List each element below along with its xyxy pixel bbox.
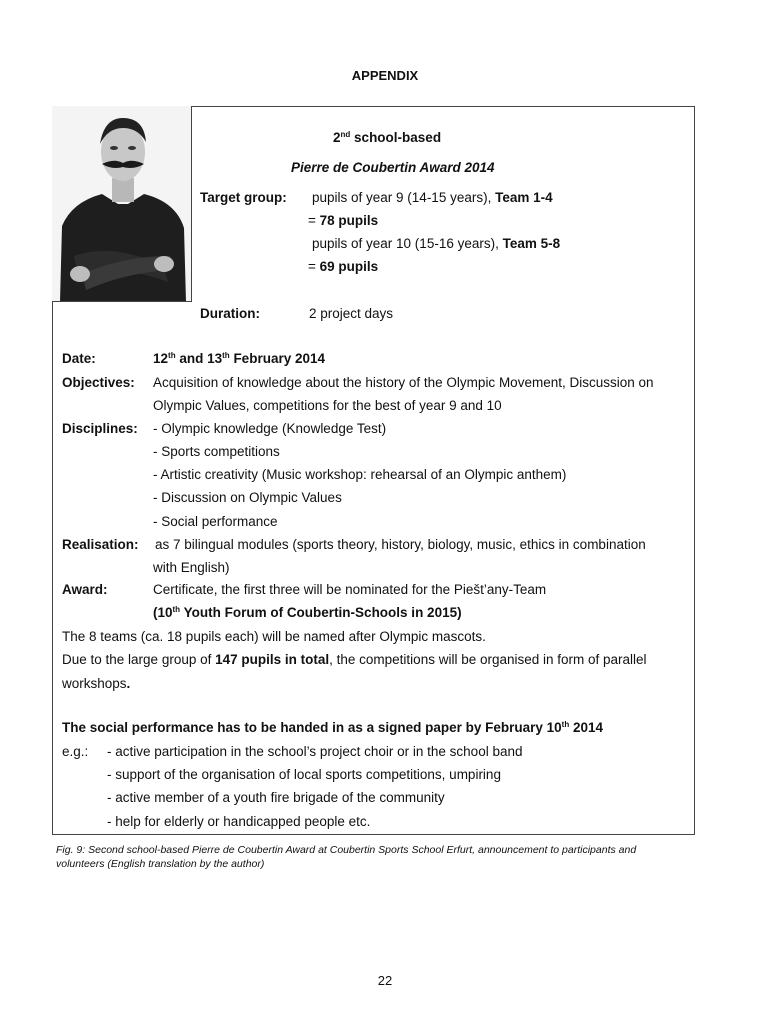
teams-line: The 8 teams (ca. 18 pupils each) will be named after Olympic mascots. bbox=[62, 629, 486, 644]
discipline-item: - Discussion on Olympic Values bbox=[153, 490, 342, 505]
target-group-line-3: pupils of year 10 (15-16 years), Team 5-8 bbox=[312, 236, 561, 251]
box-title bbox=[333, 130, 441, 145]
discipline-item: - Social performance bbox=[153, 514, 278, 529]
target-group-line-1: pupils of year 9 (14-15 years), Team 1-4 bbox=[312, 190, 553, 205]
group-line-2: workshops. bbox=[62, 676, 131, 691]
portrait-illustration-icon bbox=[52, 106, 192, 302]
example-item: - active member of a youth fire brigade of the community bbox=[107, 790, 445, 805]
award-label: Award: bbox=[62, 582, 108, 597]
realisation-label: Realisation: bbox=[62, 537, 139, 552]
portrait-photo bbox=[52, 106, 192, 302]
discipline-item: - Olympic knowledge (Knowledge Test) bbox=[153, 421, 387, 436]
date-label: Date: bbox=[62, 351, 96, 366]
target-group-label: Target group: bbox=[200, 190, 287, 205]
example-item: - active participation in the school’s project choir or in the school band bbox=[107, 744, 523, 759]
realisation-line-1: as 7 bilingual modules (sports theory, history, biology, music, ethics in combination bbox=[155, 537, 646, 552]
award-line-1: Certificate, the first three will be nominated for the Piešt’any-Team bbox=[153, 582, 547, 597]
example-item: - help for elderly or handicapped people etc. bbox=[107, 814, 371, 829]
disciplines-label: Disciplines: bbox=[62, 421, 138, 436]
title-ordinal-suffix: nd bbox=[340, 130, 351, 139]
title-rest: school-based bbox=[350, 130, 442, 145]
group-line-1: Due to the large group of 147 pupils in total, the competitions will be organised in form of parallel bbox=[62, 652, 647, 667]
award-name: Pierre de Coubertin Award 2014 bbox=[291, 160, 495, 175]
duration-label: Duration: bbox=[200, 306, 260, 321]
award-line-2: (10th Youth Forum of Coubertin-Schools in 2015) bbox=[153, 605, 462, 620]
realisation-line-2: with English) bbox=[153, 560, 230, 575]
social-performance-note: The social performance has to be handed in as a signed paper by February 10th 2014 bbox=[62, 720, 604, 735]
objectives-line-1: Acquisition of knowledge about the history of the Olympic Movement, Discussion on bbox=[153, 375, 654, 390]
objectives-line-2: Olympic Values, competitions for the best of year 9 and 10 bbox=[153, 398, 502, 413]
duration-value: 2 project days bbox=[309, 306, 394, 321]
discipline-item: - Sports competitions bbox=[153, 444, 280, 459]
page-number: 22 bbox=[377, 973, 393, 988]
eg-label: e.g.: bbox=[62, 744, 89, 759]
example-item: - support of the organisation of local sports competitions, umpiring bbox=[107, 767, 501, 782]
target-group-line-2: = 78 pupils bbox=[308, 213, 379, 228]
objectives-label: Objectives: bbox=[62, 375, 135, 390]
target-group-line-4: = 69 pupils bbox=[308, 259, 379, 274]
title-ordinal: 2 bbox=[333, 130, 341, 145]
discipline-item: - Artistic creativity (Music workshop: rehearsal of an Olympic anthem) bbox=[153, 467, 567, 482]
date-value: 12th and 13th February 2014 bbox=[153, 351, 325, 366]
page-heading: APPENDIX bbox=[351, 68, 419, 83]
figure-caption: Fig. 9: Second school-based Pierre de Coubertin Award at Coubertin Sports School Erfurt, announcement to participants and volunteers (English translation by the author) bbox=[56, 844, 637, 870]
